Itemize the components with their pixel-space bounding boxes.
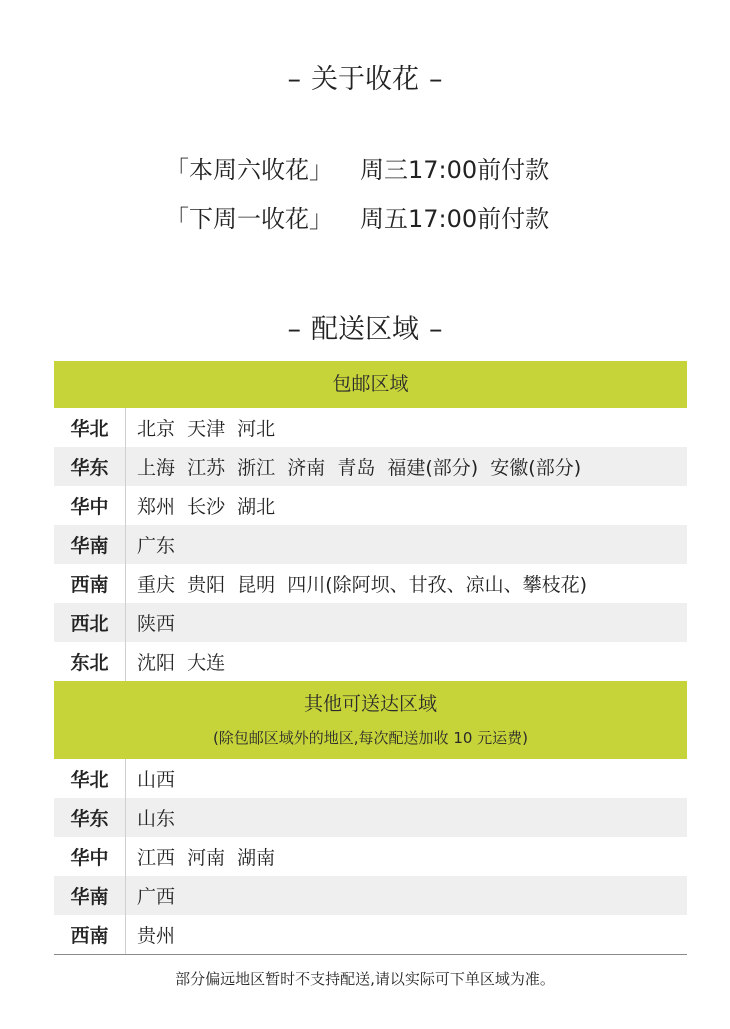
about-title-text: 关于收花 xyxy=(311,64,419,95)
title-dash-left: – xyxy=(287,64,301,95)
region-cell: 西南 xyxy=(54,564,126,603)
region-cell: 东北 xyxy=(54,642,126,681)
table-row xyxy=(54,408,687,447)
zone-title-text: 配送区域 xyxy=(311,314,419,345)
other-zones-title: 其他可送达区域 xyxy=(303,693,437,715)
delivery-zone-table xyxy=(54,361,687,955)
title-dash-right: – xyxy=(429,314,443,345)
region-cell: 华北 xyxy=(54,759,126,798)
other-zones-subtitle: (除包邮区域外的地区,每次配送加收 10 元运费) xyxy=(212,729,529,747)
region-cell: 华中 xyxy=(54,486,126,525)
free-shipping-header: 包邮区域 xyxy=(54,361,687,408)
region-cell: 华东 xyxy=(54,447,126,486)
table-bottom-divider xyxy=(54,954,687,955)
areas-cell: 山东 xyxy=(137,808,176,830)
areas-cell: 陕西 xyxy=(137,613,176,635)
region-cell: 西北 xyxy=(54,603,126,642)
table-row xyxy=(54,486,687,525)
schedule-receive: 「下周一收花」 xyxy=(165,205,333,233)
title-dash-right: – xyxy=(429,64,443,95)
areas-cell: 郑州 长沙 湖北 xyxy=(137,496,276,518)
other-zones-header xyxy=(54,681,687,759)
schedule-receive: 「本周六收花」 xyxy=(165,156,333,184)
areas-cell: 上海 江苏 浙江 济南 青岛 福建(部分) 安徽(部分) xyxy=(137,457,582,479)
areas-cell: 广西 xyxy=(137,886,176,908)
table-row xyxy=(54,447,687,486)
region-cell: 华北 xyxy=(54,408,126,447)
table-row xyxy=(54,915,687,954)
schedule-pay: 周三17:00前付款 xyxy=(360,156,550,184)
region-cell: 华南 xyxy=(54,525,126,564)
areas-cell: 重庆 贵阳 昆明 四川(除阿坝、甘孜、凉山、攀枝花) xyxy=(137,574,588,596)
areas-cell: 广东 xyxy=(137,535,176,557)
areas-cell: 山西 xyxy=(137,769,176,791)
region-cell: 西南 xyxy=(54,915,126,954)
areas-cell: 贵州 xyxy=(137,925,176,947)
areas-cell: 江西 河南 湖南 xyxy=(137,847,276,869)
table-row xyxy=(54,759,687,798)
table-row xyxy=(54,876,687,915)
areas-cell: 北京 天津 河北 xyxy=(137,418,276,440)
about-title xyxy=(0,63,730,97)
schedule-line xyxy=(165,154,585,186)
title-dash-left: – xyxy=(287,314,301,345)
table-row xyxy=(54,837,687,876)
table-row xyxy=(54,525,687,564)
region-cell: 华中 xyxy=(54,837,126,876)
region-cell: 华东 xyxy=(54,798,126,837)
region-cell: 华南 xyxy=(54,876,126,915)
table-row xyxy=(54,798,687,837)
schedule-line xyxy=(165,203,585,235)
table-row xyxy=(54,564,687,603)
schedule-pay: 周五17:00前付款 xyxy=(360,205,550,233)
delivery-footnote: 部分偏远地区暂时不支持配送,请以实际可下单区域为准。 xyxy=(175,970,555,988)
zone-title xyxy=(0,313,730,347)
table-row xyxy=(54,603,687,642)
table-row xyxy=(54,642,687,681)
areas-cell: 沈阳 大连 xyxy=(137,652,226,674)
